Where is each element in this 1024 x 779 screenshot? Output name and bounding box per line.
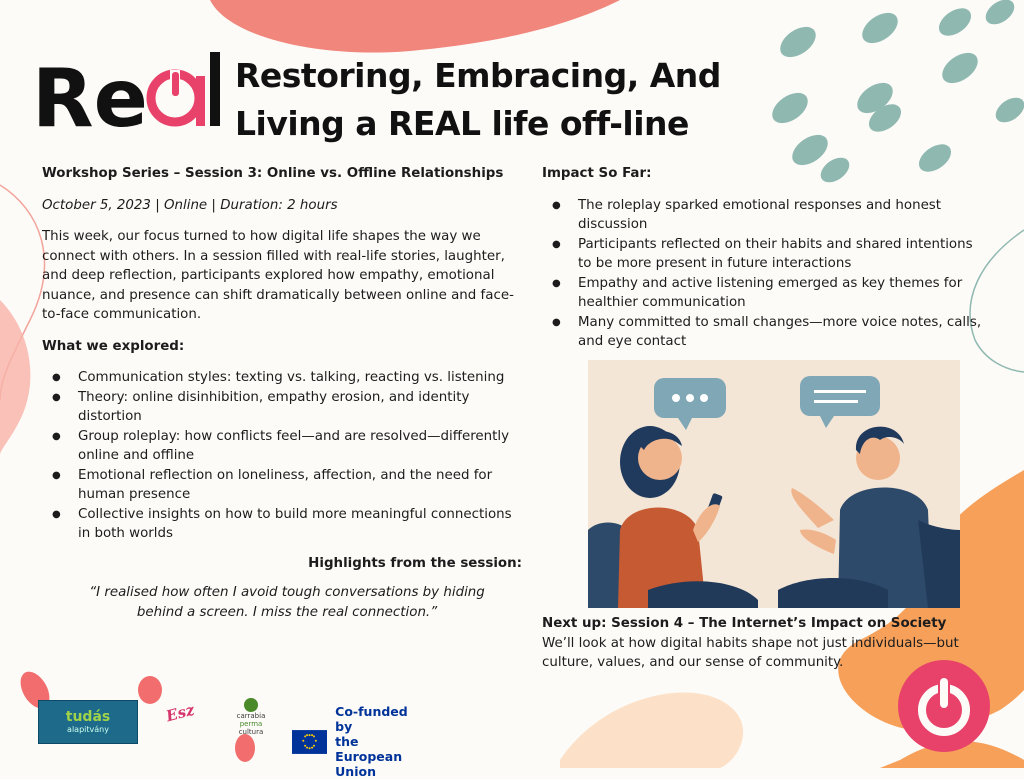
title-line-2: Living a REAL life off-line [235,104,689,143]
permacultura-logo: carrabia perma cultura [236,698,266,736]
list-item: ● Group roleplay: how conflicts feel—and are resolved—differently online and offline [42,427,522,466]
explored-list [42,368,522,544]
esz-logo: Esz [164,700,197,726]
right-column [542,164,982,362]
highlights-heading: Highlights from the session: [308,555,522,571]
impact-heading: Impact So Far: [542,166,652,181]
intro-paragraph: This week, our focus turned to how digital life shapes the way we connect with others. In a session filled with real-life stories, laughter, and deep reflection, participants explored how empathy, emotional nuance, and presence can shift dramatically between online and face-to-face communication. [42,229,514,322]
eu-flag-icon [292,723,327,761]
list-item: ● Theory: online disinhibition, empathy erosion, and identity distortion [42,388,522,427]
participant-quote: “I realised how often I avoid tough conversations by hiding behind a screen. I miss the real connection.” [89,585,485,620]
session-title: Workshop Series – Session 3: Online vs. Offline Relationships [42,166,504,181]
tree-icon [244,698,258,712]
real-logo [32,48,222,148]
list-item: ● Empathy and active listening emerged as key themes for healthier communication [542,274,982,313]
tudas-logo: tudás alapitvány [38,700,138,744]
next-text: We’ll look at how digital habits shape not just individuals—but culture, values, and our sense of community. [542,635,959,670]
impact-list [542,196,982,352]
list-item: ● Participants reflected on their habits and shared intentions to be more present in future interactions [542,235,982,274]
list-item: ● Many committed to small changes—more voice notes, calls, and eye contact [542,313,982,352]
session-meta: October 5, 2023 | Online | Duration: 2 hours [42,197,338,213]
list-item: ● Emotional reflection on loneliness, affection, and the need for human presence [42,466,522,505]
eu-cofunded-logo: Co-funded by the European Union [292,704,423,779]
title-line-1: Restoring, Embracing, And [235,56,721,95]
list-item: ● The roleplay sparked emotional responses and honest discussion [542,196,982,235]
left-column [42,164,522,623]
list-item: ● Communication styles: texting vs. talking, reacting vs. listening [42,368,522,388]
page-title [235,52,721,148]
next-heading: Next up: Session 4 – The Internet’s Impact on Society [542,616,947,631]
power-icon [896,658,992,754]
svg-text:Re: Re [32,52,148,144]
list-item: ● Collective insights on how to build more meaningful connections in both worlds [42,505,522,544]
explored-heading: What we explored: [42,338,185,354]
conversation-illustration [588,360,960,608]
